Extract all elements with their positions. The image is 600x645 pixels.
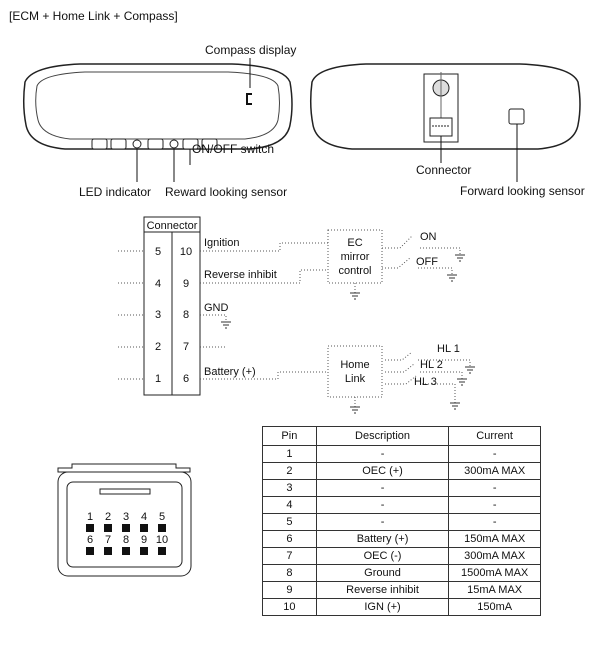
ec-line1: EC	[347, 237, 363, 249]
connector-label: Connector	[416, 163, 472, 177]
face-pin-1: 1	[86, 511, 94, 523]
mirror-button-3[interactable]	[148, 139, 163, 149]
header-pin: Pin	[263, 427, 317, 446]
pin-label-6: 6	[182, 373, 190, 385]
pin-label-7: 7	[182, 341, 190, 353]
cell-current: 300mA MAX	[449, 548, 541, 565]
cell-current: 150mA	[449, 599, 541, 616]
table-row	[263, 446, 541, 463]
table-row	[263, 497, 541, 514]
cell-description: -	[316, 497, 449, 514]
face-pin-9: 9	[140, 534, 148, 546]
mirror-button-2[interactable]	[111, 139, 126, 149]
face-pin-4: 4	[140, 511, 148, 523]
pin-table	[262, 426, 541, 616]
pin-label-10: 10	[179, 246, 193, 258]
header-current: Current	[449, 427, 541, 446]
pin-label-1: 1	[154, 373, 162, 385]
led-indicator-label: LED indicator	[79, 185, 152, 199]
reward-sensor-icon	[170, 140, 178, 148]
hl1-label: HL 1	[437, 343, 460, 355]
face-pin-8: 8	[122, 534, 130, 546]
table-row	[263, 582, 541, 599]
table-row	[263, 480, 541, 497]
cell-pin: 1	[263, 446, 317, 463]
led-indicator-icon	[133, 140, 141, 148]
cell-current: -	[449, 514, 541, 531]
forward-sensor-icon	[509, 109, 524, 124]
gnd-label: GND	[204, 302, 229, 314]
cell-description: -	[316, 446, 449, 463]
cell-current: -	[449, 446, 541, 463]
cell-pin: 8	[263, 565, 317, 582]
connector-title: Connector	[146, 220, 198, 232]
ec-line2: mirror	[340, 251, 370, 263]
cell-current: 1500mA MAX	[449, 565, 541, 582]
table-row	[263, 463, 541, 480]
cell-description: IGN (+)	[316, 599, 449, 616]
cell-current: -	[449, 480, 541, 497]
table-row	[263, 531, 541, 548]
hl3-label: HL 3	[414, 376, 437, 388]
cell-current: 150mA MAX	[449, 531, 541, 548]
cell-description: OEC (-)	[316, 548, 449, 565]
pin-label-3: 3	[154, 309, 162, 321]
cell-description: Reverse inhibit	[316, 582, 449, 599]
face-pin-6: 6	[86, 534, 94, 546]
pin-label-8: 8	[182, 309, 190, 321]
pin-label-4: 4	[154, 278, 162, 290]
cell-pin: 7	[263, 548, 317, 565]
rear-mirror	[311, 64, 585, 198]
table-row	[263, 565, 541, 582]
ec-line3: control	[338, 265, 372, 277]
compass-display-label: Compass display	[205, 43, 297, 57]
home-link-line1: Home	[340, 359, 370, 371]
face-pin-2: 2	[104, 511, 112, 523]
pin-label-2: 2	[154, 341, 162, 353]
ec-off-label: OFF	[416, 256, 438, 268]
cell-pin: 10	[263, 599, 317, 616]
home-link	[328, 343, 460, 397]
cell-current: -	[449, 497, 541, 514]
cell-description: -	[316, 514, 449, 531]
cell-current: 15mA MAX	[449, 582, 541, 599]
home-link-line2: Link	[344, 373, 366, 385]
cell-description: Battery (+)	[316, 531, 449, 548]
table-row	[263, 599, 541, 616]
reward-sensor-label: Reward looking sensor	[165, 185, 288, 199]
cell-pin: 2	[263, 463, 317, 480]
header-description: Description	[316, 427, 449, 446]
table-row	[263, 514, 541, 531]
cell-pin: 5	[263, 514, 317, 531]
mirror-button-1[interactable]	[92, 139, 107, 149]
cell-pin: 6	[263, 531, 317, 548]
cell-description: -	[316, 480, 449, 497]
cell-pin: 4	[263, 497, 317, 514]
on-off-switch-label: ON/OFF switch	[192, 142, 275, 156]
face-pin-5: 5	[158, 511, 166, 523]
connector-icon	[430, 118, 452, 136]
ec-mirror-control	[328, 230, 438, 283]
connector-pin-face	[58, 464, 191, 576]
table-row	[263, 548, 541, 565]
reverse-inhibit-label: Reverse inhibit	[204, 269, 277, 281]
battery-label: Battery (+)	[204, 366, 256, 378]
ec-on-label: ON	[420, 231, 437, 243]
pin-label-5: 5	[154, 246, 162, 258]
page-title: [ECM + Home Link + Compass]	[9, 9, 178, 23]
pin-table-header	[263, 427, 541, 446]
forward-sensor-label: Forward looking sensor	[460, 184, 585, 198]
front-mirror	[24, 43, 297, 199]
hl2-label: HL 2	[420, 359, 443, 371]
cell-pin: 3	[263, 480, 317, 497]
cell-current: 300mA MAX	[449, 463, 541, 480]
cell-description: Ground	[316, 565, 449, 582]
cell-pin: 9	[263, 582, 317, 599]
face-pin-10: 10	[155, 534, 169, 546]
face-pin-3: 3	[122, 511, 130, 523]
cell-description: OEC (+)	[316, 463, 449, 480]
pin-label-9: 9	[182, 278, 190, 290]
face-pin-7: 7	[104, 534, 112, 546]
ignition-label: Ignition	[204, 237, 240, 249]
